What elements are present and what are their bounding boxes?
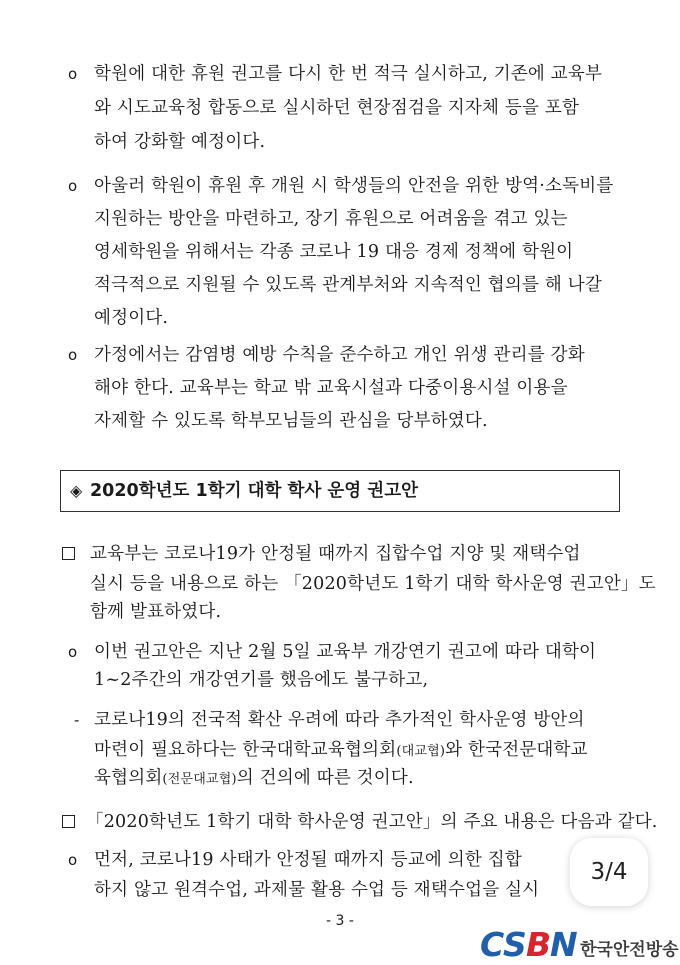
text-line: 적극적으로 지원될 수 있도록 관계부처와 지속적인 협의를 해 나갈 — [94, 275, 602, 295]
text-line: 와 시도교육청 합동으로 실시하던 현장점검을 지자체 등을 포함 — [94, 98, 580, 118]
bullet-circle: o — [68, 346, 78, 364]
text-segment: 와 한국전문대학교 — [445, 740, 588, 760]
text-segment: 마련이 필요하다는 한국대학교육협의회 — [94, 740, 397, 760]
bullet-circle: o — [68, 851, 78, 869]
page-counter-badge[interactable] — [570, 838, 648, 906]
bullet-circle: o — [68, 177, 78, 195]
page-counter-text: 3/4 — [590, 859, 628, 885]
text-line: 「2020학년도 1학기 대학 학사운영 권고안」의 주요 내용은 다음과 같다. — [86, 812, 658, 832]
watermark-name: 한국안전방송 — [580, 940, 679, 960]
text-line: 교육부는 코로나19가 안정될 때까지 집합수업 지양 및 재택수업 — [90, 544, 581, 564]
text-line — [94, 766, 414, 792]
text-line: 가정에서는 감염병 예방 수칙을 준수하고 개인 위생 관리를 강화 — [94, 345, 585, 365]
text-line: 하여 강화할 예정이다. — [94, 132, 266, 152]
text-segment: 육협의회 — [94, 768, 163, 788]
logo-lettering: B — [526, 926, 552, 964]
bullet-dash: - — [74, 711, 80, 729]
text-line — [94, 738, 588, 764]
text-line: 자제할 수 있도록 학부모님들의 관심을 당부하였다. — [94, 411, 488, 431]
diamond-icon: ◈ — [70, 481, 83, 500]
text-line: 학원에 대한 휴원 권고를 다시 한 번 적극 실시하고, 기존에 교육부 — [94, 64, 603, 84]
text-line: 해야 한다. 교육부는 학교 밖 교육시설과 다중이용시설 이용을 — [94, 378, 568, 398]
square-bullet-icon — [62, 547, 75, 560]
text-line: 실시 등을 내용으로 하는 「2020학년도 1학기 대학 학사운영 권고안」도 — [90, 574, 656, 594]
text-line: 먼저, 코로나19 사태가 안정될 때까지 등교에 의한 집합 — [94, 850, 522, 870]
logo-lettering: CS — [480, 926, 527, 964]
abbreviation-text: (전문대교협) — [162, 772, 237, 787]
logo-lettering: N — [550, 926, 578, 964]
text-line: 예정이다. — [94, 308, 169, 328]
section-title: 2020학년도 1학기 대학 학사 운영 권고안 — [90, 481, 419, 501]
text-line: 하지 않고 원격수업, 과제물 활용 수업 등 재택수업을 실시 — [94, 880, 540, 900]
text-line: 이번 권고안은 지난 2월 5일 교육부 개강연기 권고에 따라 대학이 — [94, 642, 597, 662]
text-line: 함께 발표하였다. — [90, 602, 222, 622]
text-segment: 의 건의에 따른 것이다. — [236, 768, 414, 788]
text-line: 아울러 학원이 휴원 후 개원 시 학생들의 안전을 위한 방역·소독비를 — [94, 176, 614, 196]
square-bullet-icon — [62, 815, 75, 828]
text-line: 지원하는 방안을 마련하고, 장기 휴원으로 어려움을 겪고 있는 — [94, 209, 568, 229]
text-line: 코로나19의 전국적 확산 우려에 따라 추가적인 학사운영 방안의 — [94, 710, 585, 730]
bullet-circle: o — [68, 65, 78, 83]
text-line: 영세학원을 위해서는 각종 코로나 19 대응 경제 정책에 학원이 — [94, 242, 574, 262]
text-line: 1~2주간의 개강연기를 했음에도 불구하고, — [94, 670, 429, 690]
page-number: - 3 - — [326, 913, 354, 929]
bullet-circle: o — [68, 643, 78, 661]
abbreviation-text: (대교협) — [396, 744, 446, 759]
